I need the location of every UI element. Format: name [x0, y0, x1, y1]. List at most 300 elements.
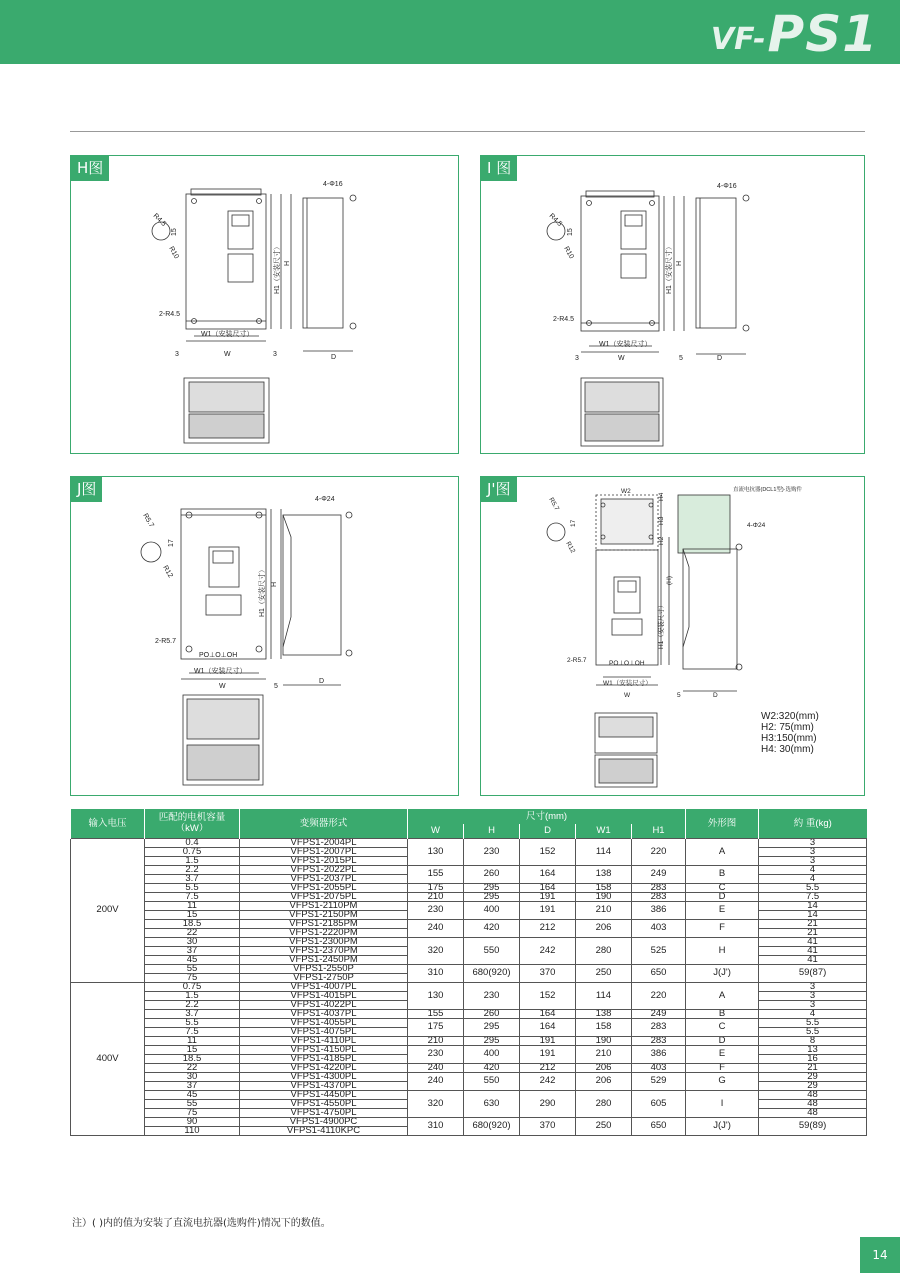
- dim-cell: 295: [464, 1036, 520, 1045]
- table-row: [71, 1036, 867, 1045]
- dim-cell: 605: [632, 1090, 686, 1117]
- kw-cell: 11: [145, 901, 240, 910]
- kw-cell: 1.5: [145, 991, 240, 1000]
- dim-cell: 155: [408, 1009, 464, 1018]
- model-cell: VFPS1-2370PM: [240, 946, 408, 955]
- panel-h: [70, 155, 459, 454]
- kw-cell: 18.5: [145, 919, 240, 928]
- kw-cell: 37: [145, 946, 240, 955]
- panel-j: [70, 476, 459, 796]
- kw-cell: 0.75: [145, 982, 240, 991]
- model-cell: VFPS1-4370PL: [240, 1081, 408, 1090]
- svg-text:4-Φ24: 4-Φ24: [315, 496, 335, 503]
- model-cell: VFPS1-2055PL: [240, 883, 408, 892]
- dim-cell: 290: [520, 1090, 576, 1117]
- dim-cell: 164: [520, 1009, 576, 1018]
- dim-cell: 400: [464, 901, 520, 919]
- table-row: [71, 892, 867, 901]
- weight-cell: 8: [759, 1036, 867, 1045]
- model-cell: VFPS1-4150PL: [240, 1045, 408, 1054]
- dim-cell: 164: [520, 865, 576, 883]
- outline-cell: D: [686, 1036, 759, 1045]
- kw-cell: 1.5: [145, 856, 240, 865]
- outline-cell: C: [686, 883, 759, 892]
- model-cell: VFPS1-4550PL: [240, 1099, 408, 1108]
- kw-cell: 110: [145, 1126, 240, 1135]
- svg-text:W: W: [624, 692, 631, 699]
- svg-text:PO⊥O⊥OH: PO⊥O⊥OH: [609, 660, 645, 667]
- svg-text:15: 15: [567, 228, 574, 236]
- dim-cell: 212: [520, 919, 576, 937]
- svg-text:R5.7: R5.7: [141, 512, 155, 529]
- model-cell: VFPS1-2450PM: [240, 955, 408, 964]
- svg-text:H1（安装尺寸）: H1（安装尺寸）: [658, 601, 665, 649]
- svg-text:(H): (H): [666, 575, 673, 585]
- outline-cell: I: [686, 1090, 759, 1117]
- panel-i: [480, 155, 865, 454]
- dim-cell: 283: [632, 1018, 686, 1036]
- dim-cell: 529: [632, 1072, 686, 1090]
- svg-text:R10: R10: [562, 245, 575, 261]
- kw-cell: 5.5: [145, 1018, 240, 1027]
- svg-text:3: 3: [575, 355, 579, 362]
- model-cell: VFPS1-4075PL: [240, 1027, 408, 1036]
- outline-cell: E: [686, 1045, 759, 1063]
- weight-cell: 48: [759, 1108, 867, 1117]
- dim-cell: 370: [520, 964, 576, 982]
- dim-cell: 283: [632, 883, 686, 892]
- panel-j-prime: [480, 476, 865, 796]
- table-row: [71, 1009, 867, 1018]
- outline-cell: F: [686, 1063, 759, 1072]
- outline-cell: A: [686, 838, 759, 865]
- jprime-spec-w2: W2:320(mm): [761, 711, 819, 722]
- svg-text:W1（安装尺寸）: W1（安装尺寸）: [599, 341, 652, 348]
- th-w1: W1: [576, 824, 632, 838]
- svg-text:5: 5: [677, 692, 681, 699]
- dim-cell: 550: [464, 1072, 520, 1090]
- outline-cell: H: [686, 937, 759, 964]
- panel-title: J'图: [481, 477, 517, 502]
- weight-cell: 21: [759, 928, 867, 937]
- svg-text:H2: H2: [658, 536, 665, 545]
- weight-cell: 41: [759, 955, 867, 964]
- dim-cell: 550: [464, 937, 520, 964]
- kw-cell: 2.2: [145, 865, 240, 874]
- outline-cell: G: [686, 1072, 759, 1090]
- kw-cell: 7.5: [145, 892, 240, 901]
- dim-cell: 210: [576, 1045, 632, 1063]
- kw-cell: 3.7: [145, 1009, 240, 1018]
- model-cell: VFPS1-2300PM: [240, 937, 408, 946]
- model-cell: VFPS1-4055PL: [240, 1018, 408, 1027]
- jprime-spec-h3: H3:150(mm): [761, 733, 817, 744]
- th-model: 变频器形式: [240, 809, 408, 838]
- dim-cell: 206: [576, 1072, 632, 1090]
- drawing-h: [71, 156, 460, 455]
- kw-cell: 22: [145, 928, 240, 937]
- th-motor-unit: （kW）: [175, 823, 209, 835]
- model-cell: VFPS1-4185PL: [240, 1054, 408, 1063]
- model-cell: VFPS1-4220PL: [240, 1063, 408, 1072]
- dim-cell: 220: [632, 838, 686, 865]
- dim-cell: 230: [464, 982, 520, 1009]
- dim-cell: 175: [408, 1018, 464, 1036]
- model-cell: VFPS1-2015PL: [240, 856, 408, 865]
- kw-cell: 45: [145, 1090, 240, 1099]
- footnote: 注）( )内的值为安装了直流电抗器(选购件)情况下的数值。: [72, 1218, 331, 1229]
- svg-text:R12: R12: [564, 540, 577, 555]
- model-cell: VFPS1-2185PM: [240, 919, 408, 928]
- th-w: W: [408, 824, 464, 838]
- dim-cell: 310: [408, 1117, 464, 1135]
- svg-text:H4: H4: [658, 492, 665, 501]
- svg-text:H1（安装尺寸）: H1（安装尺寸）: [259, 566, 266, 617]
- dim-cell: 164: [520, 883, 576, 892]
- model-cell: VFPS1-4037PL: [240, 1009, 408, 1018]
- th-weight: 約 重(kg): [759, 809, 867, 838]
- kw-cell: 3.7: [145, 874, 240, 883]
- dim-cell: 240: [408, 919, 464, 937]
- table-row: [71, 865, 867, 874]
- th-h1: H1: [632, 824, 686, 838]
- weight-cell: 3: [759, 982, 867, 991]
- dim-cell: 210: [408, 892, 464, 901]
- kw-cell: 55: [145, 1099, 240, 1108]
- dim-cell: 138: [576, 1009, 632, 1018]
- svg-text:W1（安装尺寸）: W1（安装尺寸）: [603, 680, 652, 687]
- model-cell: VFPS1-2110PM: [240, 901, 408, 910]
- outline-cell: A: [686, 982, 759, 1009]
- svg-text:2-R4.5: 2-R4.5: [159, 311, 181, 318]
- panel-title: I 图: [481, 156, 517, 181]
- kw-cell: 0.75: [145, 847, 240, 856]
- svg-text:W1（安装尺寸）: W1（安装尺寸）: [201, 331, 254, 338]
- kw-cell: 11: [145, 1036, 240, 1045]
- svg-text:17: 17: [570, 519, 577, 527]
- weight-cell: 21: [759, 919, 867, 928]
- table-row: [71, 1063, 867, 1072]
- model-cell: VFPS1-2750P: [240, 973, 408, 982]
- outline-cell: C: [686, 1018, 759, 1036]
- weight-cell: 5.5: [759, 1018, 867, 1027]
- dim-cell: 320: [408, 1090, 464, 1117]
- dim-cell: 280: [576, 937, 632, 964]
- svg-text:3: 3: [175, 351, 179, 358]
- dim-cell: 240: [408, 1072, 464, 1090]
- dim-cell: 114: [576, 838, 632, 865]
- dim-cell: 283: [632, 892, 686, 901]
- svg-text:R12: R12: [161, 564, 174, 580]
- dim-cell: 250: [576, 964, 632, 982]
- kw-cell: 2.2: [145, 1000, 240, 1009]
- svg-text:4-Φ16: 4-Φ16: [323, 181, 343, 188]
- dim-cell: 249: [632, 865, 686, 883]
- kw-cell: 37: [145, 1081, 240, 1090]
- dim-cell: 403: [632, 1063, 686, 1072]
- dim-cell: 320: [408, 937, 464, 964]
- dim-cell: 280: [576, 1090, 632, 1117]
- dim-cell: 403: [632, 919, 686, 937]
- dim-cell: 242: [520, 1072, 576, 1090]
- dim-cell: 230: [408, 901, 464, 919]
- dim-cell: 130: [408, 838, 464, 865]
- svg-text:R4.5: R4.5: [151, 212, 167, 228]
- weight-cell: 59(87): [759, 964, 867, 982]
- model-cell: VFPS1-4015PL: [240, 991, 408, 1000]
- model-cell: VFPS1-2075PL: [240, 892, 408, 901]
- dim-cell: 249: [632, 1009, 686, 1018]
- weight-cell: 4: [759, 865, 867, 874]
- svg-text:W2: W2: [621, 488, 631, 495]
- kw-cell: 15: [145, 1045, 240, 1054]
- dim-cell: 295: [464, 892, 520, 901]
- outline-cell: B: [686, 865, 759, 883]
- panel-title: H图: [71, 156, 109, 181]
- th-h: H: [464, 824, 520, 838]
- kw-cell: 22: [145, 1063, 240, 1072]
- kw-cell: 15: [145, 910, 240, 919]
- kw-cell: 30: [145, 937, 240, 946]
- weight-cell: 3: [759, 991, 867, 1000]
- svg-text:W: W: [224, 351, 231, 358]
- panel-title: J图: [71, 477, 102, 502]
- svg-text:2-R5.7: 2-R5.7: [155, 638, 177, 645]
- model-cell: VFPS1-2150PM: [240, 910, 408, 919]
- table-row: [71, 1090, 867, 1099]
- weight-cell: 21: [759, 1063, 867, 1072]
- dim-cell: 650: [632, 1117, 686, 1135]
- dim-cell: 206: [576, 1063, 632, 1072]
- svg-text:H: H: [676, 260, 683, 266]
- model-cell: VFPS1-4750PL: [240, 1108, 408, 1117]
- outline-cell: J(J'): [686, 1117, 759, 1135]
- svg-text:R10: R10: [167, 245, 180, 261]
- kw-cell: 45: [145, 955, 240, 964]
- weight-cell: 16: [759, 1054, 867, 1063]
- svg-text:PO⊥O⊥OH: PO⊥O⊥OH: [199, 652, 238, 659]
- svg-text:直流电抗器(DCL1型)·选购件: 直流电抗器(DCL1型)·选购件: [733, 487, 803, 493]
- table-row: [71, 1045, 867, 1054]
- dim-cell: 212: [520, 1063, 576, 1072]
- dim-cell: 206: [576, 919, 632, 937]
- dim-cell: 191: [520, 892, 576, 901]
- dim-cell: 310: [408, 964, 464, 982]
- weight-cell: 14: [759, 901, 867, 910]
- svg-text:D: D: [319, 678, 325, 685]
- th-motor: [145, 809, 240, 838]
- dim-cell: 283: [632, 1036, 686, 1045]
- voltage-cell: 400V: [71, 982, 145, 1135]
- svg-text:W: W: [618, 355, 625, 362]
- th-voltage: 输入电压: [71, 809, 145, 838]
- dim-cell: 295: [464, 883, 520, 892]
- model-cell: VFPS1-2022PL: [240, 865, 408, 874]
- table-row: [71, 982, 867, 991]
- th-d: D: [520, 824, 576, 838]
- svg-text:H3: H3: [658, 516, 665, 525]
- dim-cell: 295: [464, 1018, 520, 1036]
- jprime-spec-h2: H2: 75(mm): [761, 722, 814, 733]
- kw-cell: 18.5: [145, 1054, 240, 1063]
- table-row: [71, 1018, 867, 1027]
- dim-cell: 191: [520, 1045, 576, 1063]
- outline-cell: F: [686, 919, 759, 937]
- weight-cell: 48: [759, 1099, 867, 1108]
- drawing-i: [481, 156, 866, 455]
- table-row: [71, 964, 867, 973]
- dim-cell: 370: [520, 1117, 576, 1135]
- svg-text:H1（安装尺寸）: H1（安装尺寸）: [274, 243, 281, 294]
- th-outline: 外形图: [686, 809, 759, 838]
- svg-text:15: 15: [171, 228, 178, 236]
- table-row: [71, 838, 867, 847]
- dim-cell: 152: [520, 982, 576, 1009]
- dim-cell: 650: [632, 964, 686, 982]
- dim-cell: 230: [408, 1045, 464, 1063]
- svg-text:H: H: [271, 581, 278, 587]
- model-cell: VFPS1-4110PL: [240, 1036, 408, 1045]
- dim-cell: 138: [576, 865, 632, 883]
- svg-text:W: W: [219, 683, 226, 690]
- dim-cell: 114: [576, 982, 632, 1009]
- dim-cell: 130: [408, 982, 464, 1009]
- outline-cell: E: [686, 901, 759, 919]
- svg-text:17: 17: [168, 539, 175, 547]
- weight-cell: 48: [759, 1090, 867, 1099]
- dim-cell: 230: [464, 838, 520, 865]
- weight-cell: 5.5: [759, 1027, 867, 1036]
- svg-text:4-Φ16: 4-Φ16: [717, 183, 737, 190]
- weight-cell: 3: [759, 847, 867, 856]
- kw-cell: 7.5: [145, 1027, 240, 1036]
- svg-text:W1（安装尺寸）: W1（安装尺寸）: [194, 668, 247, 675]
- svg-text:4-Φ24: 4-Φ24: [747, 522, 766, 529]
- weight-cell: 41: [759, 946, 867, 955]
- model-cell: VFPS1-2004PL: [240, 838, 408, 847]
- svg-text:2-R4.5: 2-R4.5: [553, 316, 575, 323]
- dim-cell: 152: [520, 838, 576, 865]
- weight-cell: 3: [759, 838, 867, 847]
- model-cell: VFPS1-2037PL: [240, 874, 408, 883]
- outline-cell: D: [686, 892, 759, 901]
- dim-cell: 220: [632, 982, 686, 1009]
- svg-text:R4.5: R4.5: [547, 212, 563, 228]
- dim-cell: 155: [408, 865, 464, 883]
- drawing-j: [71, 477, 460, 797]
- svg-text:H1（安装尺寸）: H1（安装尺寸）: [666, 243, 673, 294]
- model-cell: VFPS1-2550P: [240, 964, 408, 973]
- voltage-cell: 200V: [71, 838, 145, 982]
- model-cell: VFPS1-4450PL: [240, 1090, 408, 1099]
- table-row: [71, 1072, 867, 1081]
- dim-cell: 630: [464, 1090, 520, 1117]
- dim-cell: 191: [520, 1036, 576, 1045]
- table-row: [71, 937, 867, 946]
- dim-cell: 191: [520, 901, 576, 919]
- weight-cell: 14: [759, 910, 867, 919]
- outline-cell: B: [686, 1009, 759, 1018]
- weight-cell: 29: [759, 1072, 867, 1081]
- weight-cell: 29: [759, 1081, 867, 1090]
- model-cell: VFPS1-4900PC: [240, 1117, 408, 1126]
- dim-cell: 240: [408, 1063, 464, 1072]
- svg-text:D: D: [717, 355, 723, 362]
- brand-prefix: VF-: [710, 22, 766, 57]
- table-row: [71, 883, 867, 892]
- dim-cell: 242: [520, 937, 576, 964]
- svg-text:5: 5: [679, 355, 683, 362]
- kw-cell: 75: [145, 973, 240, 982]
- weight-cell: 13: [759, 1045, 867, 1054]
- dim-cell: 158: [576, 883, 632, 892]
- svg-text:H: H: [284, 260, 291, 266]
- weight-cell: 4: [759, 1009, 867, 1018]
- weight-cell: 41: [759, 937, 867, 946]
- table-row: [71, 901, 867, 910]
- dimensions-table: [70, 809, 867, 1136]
- svg-text:R5.7: R5.7: [547, 496, 561, 512]
- model-cell: VFPS1-4300PL: [240, 1072, 408, 1081]
- dim-cell: 525: [632, 937, 686, 964]
- weight-cell: 3: [759, 856, 867, 865]
- weight-cell: 5.5: [759, 883, 867, 892]
- page-number: 14: [860, 1237, 900, 1273]
- jprime-spec-h4: H4: 30(mm): [761, 744, 814, 755]
- svg-text:3: 3: [273, 351, 277, 358]
- model-cell: VFPS1-4022PL: [240, 1000, 408, 1009]
- dim-cell: 260: [464, 1009, 520, 1018]
- model-cell: VFPS1-4007PL: [240, 982, 408, 991]
- dim-cell: 680(920): [464, 1117, 520, 1135]
- th-motor-label: 匹配的电机容量: [158, 812, 226, 824]
- dim-cell: 386: [632, 1045, 686, 1063]
- dim-cell: 420: [464, 1063, 520, 1072]
- dim-cell: 680(920): [464, 964, 520, 982]
- weight-cell: 4: [759, 874, 867, 883]
- brand-main: PS1: [767, 5, 878, 63]
- table-row: [71, 919, 867, 928]
- svg-text:D: D: [713, 692, 718, 699]
- dim-cell: 386: [632, 901, 686, 919]
- weight-cell: 59(89): [759, 1117, 867, 1135]
- page-header: [0, 0, 900, 64]
- dim-cell: 420: [464, 919, 520, 937]
- dim-cell: 164: [520, 1018, 576, 1036]
- table-row: [71, 1117, 867, 1126]
- outline-cell: J(J'): [686, 964, 759, 982]
- th-dims: 尺寸(mm): [408, 809, 686, 824]
- kw-cell: 75: [145, 1108, 240, 1117]
- dim-cell: 250: [576, 1117, 632, 1135]
- table-body: [71, 838, 867, 1135]
- dim-cell: 260: [464, 865, 520, 883]
- model-cell: VFPS1-2007PL: [240, 847, 408, 856]
- dim-cell: 190: [576, 1036, 632, 1045]
- svg-text:2-R5.7: 2-R5.7: [567, 657, 587, 664]
- kw-cell: 55: [145, 964, 240, 973]
- kw-cell: 5.5: [145, 883, 240, 892]
- dim-cell: 210: [576, 901, 632, 919]
- kw-cell: 0.4: [145, 838, 240, 847]
- kw-cell: 30: [145, 1072, 240, 1081]
- dim-cell: 158: [576, 1018, 632, 1036]
- weight-cell: 7.5: [759, 892, 867, 901]
- header-divider: [70, 131, 865, 132]
- model-cell: VFPS1-2220PM: [240, 928, 408, 937]
- weight-cell: 3: [759, 1000, 867, 1009]
- dim-cell: 175: [408, 883, 464, 892]
